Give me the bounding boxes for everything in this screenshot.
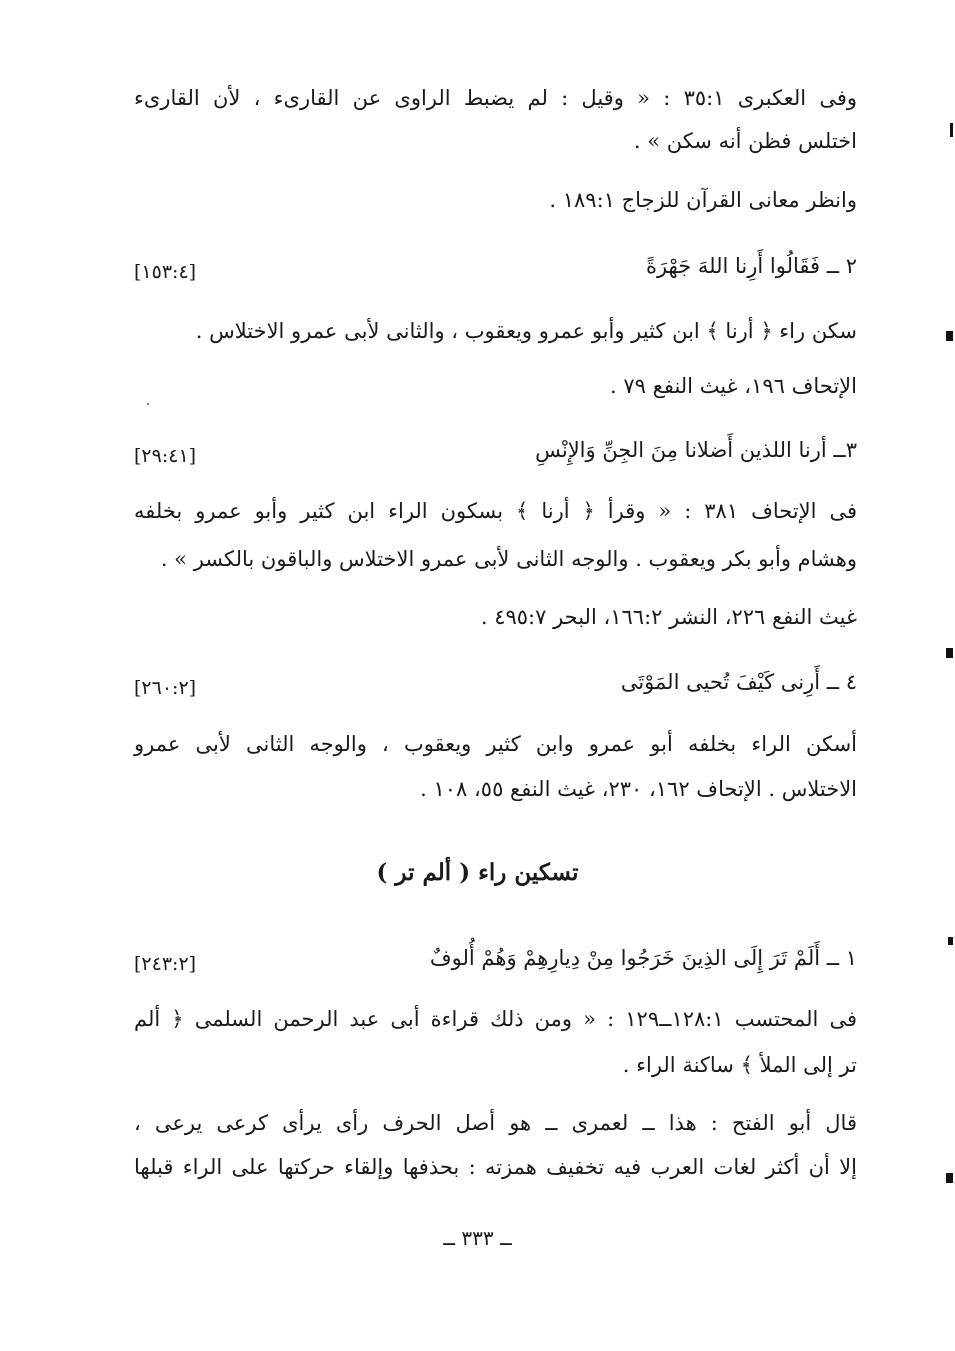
verse-4-reference: [٢٦٠:٢] bbox=[134, 677, 197, 699]
text-line-12: أسكن الراء بخلفه أبو عمرو وابن كثير ويعقوب ، والوجه الثانى لأبى عمرو bbox=[134, 732, 857, 756]
text-line-8: فى الإتحاف ٣٨١ : « وقرأ ﴿ أرنا ﴾ بسكون الراء ابن كثير وأبو عمرو بخلفه bbox=[134, 499, 857, 523]
text-line-18: إلا أن أكثر لغات العرب فيه تخفيف همزته : بحذفها وإلقاء حركتها على الراء قبلها bbox=[134, 1155, 857, 1179]
margin-mark bbox=[946, 648, 953, 658]
scan-speck bbox=[147, 403, 149, 405]
verse-3-reference: [٢٩:٤١] bbox=[134, 445, 197, 467]
text-line-16: تر إلى الملأ ﴾ ساكنة الراء . bbox=[622, 1053, 857, 1077]
verse-2: ٢ ــ فَقَالُوا أَرِنا اللهَ جَهْرَةً bbox=[645, 254, 857, 278]
margin-mark bbox=[946, 1173, 953, 1183]
text-line-17: قال أبو الفتح : هذا ــ لعمرى ــ هو أصل الحرف رأى يرأى كرعى يرعى ، bbox=[134, 1111, 857, 1135]
text-line-9: وهشام وأبو بكر ويعقوب . والوجه الثانى لأبى عمرو الاختلاس والباقون بالكسر » . bbox=[160, 547, 857, 571]
section-heading: تسكين راء ( ألم تر ) bbox=[376, 859, 579, 886]
verse-1: ١ ــ أَلَمْ تَرَ إِلَى الذِينَ خَرَجُوا مِنْ دِيارِهِمْ وَهُمْ أُلوفٌ bbox=[429, 946, 857, 970]
text-line-2: اختلس فظن أنه سكن » . bbox=[633, 129, 857, 153]
margin-mark bbox=[946, 331, 953, 341]
verse-1-reference: [٢٤٣:٢] bbox=[134, 953, 197, 975]
text-line-6: الإتحاف ١٩٦، غيث النفع ٧٩ . bbox=[610, 374, 857, 398]
margin-mark bbox=[950, 123, 953, 137]
text-line-3: وانظر معانى القرآن للزجاج ١٨٩:١ . bbox=[549, 188, 857, 212]
verse-3: ٣ــ أرنا اللذين أَضلانا مِنَ الجِنِّ وَالإِنْسِ bbox=[535, 438, 857, 462]
text-line-10: غيث النفع ٢٢٦، النشر ١٦٦:٢، البحر ٤٩٥:٧ . bbox=[480, 605, 857, 629]
verse-4: ٤ ــ أَرِنى كَيْفَ تُحيى المَوْتَى bbox=[620, 670, 857, 694]
text-line-1: وفى العكبرى ٣٥:١ : « وقيل : لم يضبط الراوى عن القارىء ، لأن القارىء bbox=[134, 86, 858, 110]
text-line-15: فى المحتسب ١٢٨:١ــ١٢٩ : « ومن ذلك قراءة أبى عبد الرحمن السلمى ﴿ ألم bbox=[134, 1007, 858, 1031]
page-number: ــ ٣٣٣ ــ bbox=[443, 1226, 512, 1250]
text-line-5: سكن راء ﴿ أرنا ﴾ ابن كثير وأبو عمرو ويعقوب ، والثانى لأبى عمرو الاختلاس . bbox=[195, 319, 857, 343]
verse-2-reference: [١٥٣:٤] bbox=[134, 261, 197, 283]
text-line-13: الاختلاس . الإتحاف ١٦٢، ٢٣٠، غيث النفع ٥٥، ١٠٨ . bbox=[420, 777, 857, 801]
margin-mark bbox=[948, 937, 953, 945]
